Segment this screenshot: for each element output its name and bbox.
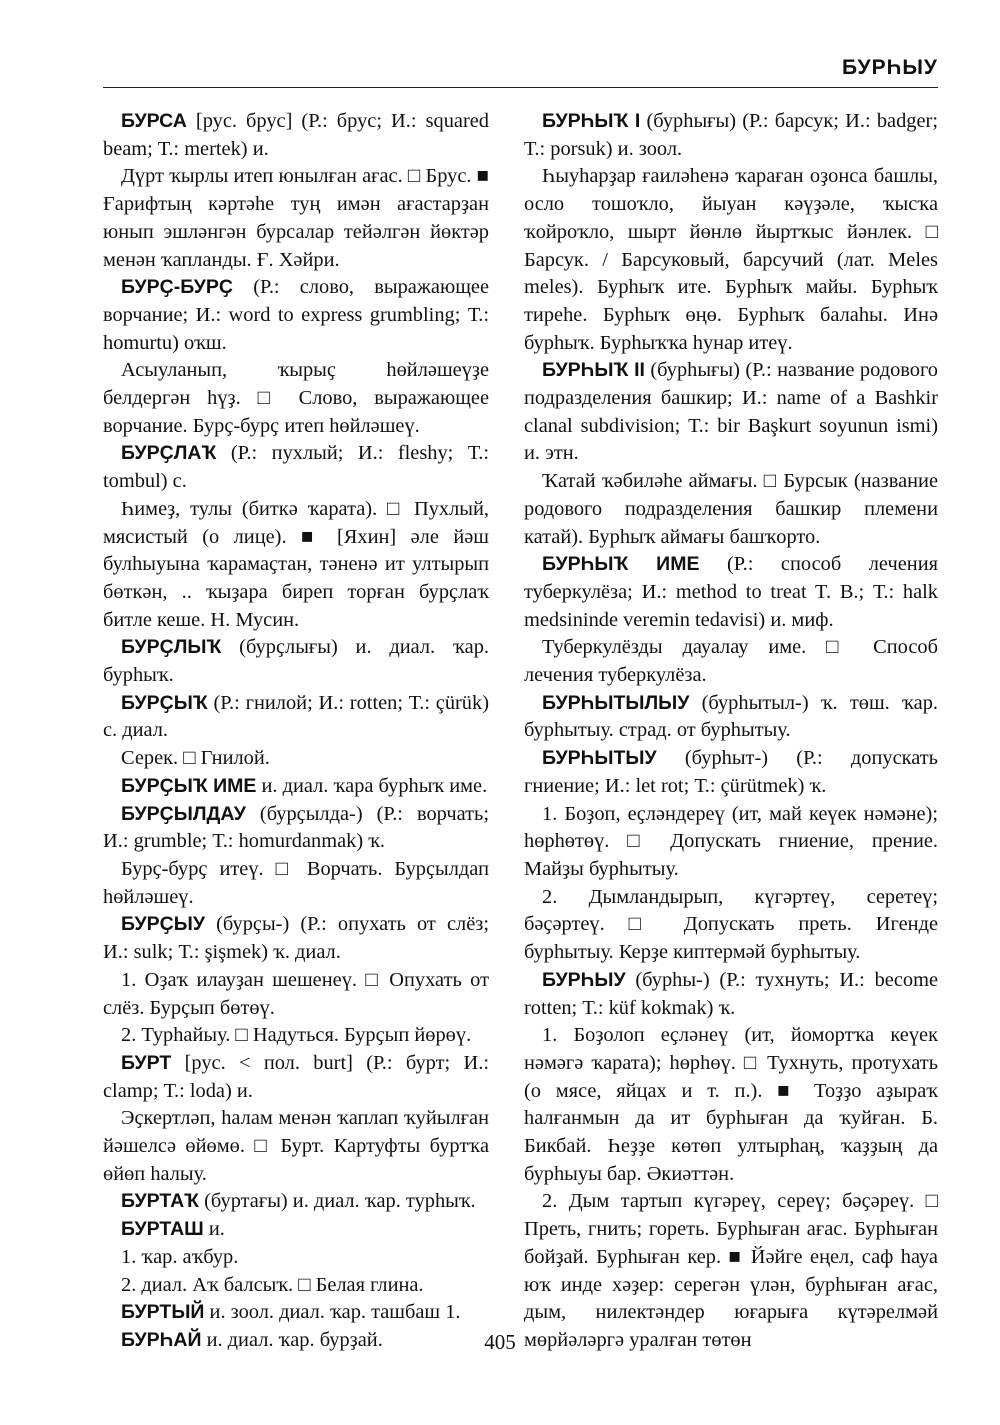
entry bbox=[103, 1299, 489, 1327]
page-number: 405 bbox=[484, 1330, 516, 1354]
entry-text: и. зоол. диал. ҡар. ташбаш 1. bbox=[204, 1301, 461, 1324]
headword: БУРҺАЙ bbox=[121, 1328, 202, 1351]
definition: 1. Оҙаҡ илауҙан шешенеү. □ Опухать от слёз. Бурҫып бөтөү. bbox=[103, 968, 489, 1019]
entry bbox=[524, 967, 938, 1022]
entry-text: и. диал. ҡар. бурҙай. bbox=[201, 1328, 383, 1351]
definition: Һыуһарҙар ғаиләһенә ҡараған оҙонса башлы, осло тошоҡло, йыуан кәүҙәле, ҡысҡа ҡойроҡло, шырт йөнлө йыртҡыс йәнлек. □ Барсук. / Барсуковый, барсучий (лат. Meles meles). Бурһыҡ ите. Бурһыҡ майы. Бурһыҡ тиреһе. Бурһыҡ өңө. Бурһыҡ балаһы. Инә бурһыҡ. Бурһыҡҡа һунар итеү. bbox=[524, 165, 938, 354]
entry bbox=[103, 1188, 489, 1216]
entry-text: и. диал. ҡара бурһыҡ име. bbox=[256, 774, 488, 797]
definition: 2. диал. Аҡ балсыҡ. □ Белая глина. bbox=[121, 1273, 424, 1296]
entry bbox=[524, 690, 938, 745]
entry bbox=[103, 634, 489, 689]
headword: БУРҺЫТЫУ bbox=[542, 747, 657, 770]
headword: БУРТАҠ bbox=[121, 1190, 200, 1213]
headword: БУРҺЫТЫЛЫУ bbox=[542, 691, 690, 714]
definition: Ҡатай ҡәбиләһе аймағы. □ Бурсык (название родового подразделения башкир племени катай). Бурһыҡ аймағы башҡорто. bbox=[524, 470, 938, 548]
definition: Серек. □ Гнилой. bbox=[121, 747, 270, 770]
entry-text: (бурҫлығы) и. диал. ҡар. бурһыҡ. bbox=[103, 636, 489, 687]
definition: Туберкулёзды дауалау име. □ Способ лечения туберкулёза. bbox=[524, 636, 938, 687]
entry bbox=[524, 357, 938, 468]
entry bbox=[103, 1050, 489, 1105]
definition: 2. Турһайыу. □ Надуться. Бурҫып йөрөү. bbox=[121, 1024, 472, 1047]
headword: БУРҪЫҠ bbox=[121, 691, 208, 714]
definition: 2. Дымландырып, күгәртеү, серетеү; бәҫәртеү. □ Допускать преть. Игенде бурһытыу. Керҙе киптермәй бурһытыу. bbox=[524, 885, 938, 964]
definition: 1. Боҙолоп еҫләнеү (ит, йомортҡа кеүек нәмәгә ҡарата); һөрһөү. □ Тухнуть, протухать (о мясе, яйцах и т. п.). ■ Тоҙҙо аҙыраҡ һалғанмын да ит бурһыған да ҡуйған. Б. Бикбай. Һеҙҙе көтөп ултырһаң, ҡаҙҙың да бурһыуы бар. Әкиәттән. bbox=[524, 1024, 938, 1185]
headword: БУРҺЫҠ ИМЕ bbox=[542, 553, 700, 576]
entry-text: (бурһы-) (Р.: тухнуть; И.: become rotten; Т.: küf kokmak) ҡ. bbox=[524, 968, 938, 1019]
headword: БУРСА bbox=[121, 110, 187, 132]
definition: 2. Дым тартып күгәреү, сереү; бәҫәреү. □ Преть, гнить; гореть. Бурһыған ағас. Бурһыған бойҙай. Бурһыған кер. ■ Йәйге еңел, саф һауа юҡ инде хәҙер: серегән үлән, бурһыған ағас, дым, нилектәндер юғарыға күтәрелмәй мөрйәләргә уралған төтөн bbox=[524, 1190, 938, 1351]
entry bbox=[103, 690, 489, 745]
headword: БУРТЫЙ bbox=[121, 1301, 205, 1324]
entry-text: (бурһыт-) (Р.: допускать гниение; И.: let rot; Т.: çürütmek) ҡ. bbox=[524, 747, 938, 797]
entry bbox=[103, 274, 489, 357]
entry-text: (бурҫы-) (Р.: опухать от слёз; И.: sulk; Т.: şişmek) ҡ. диал. bbox=[103, 913, 489, 964]
definition: Дүрт ҡырлы итеп юнылған ағас. □ Брус. ■ Ғарифтың кәртәһе туң имән ағастарҙан юнып эшләнгән бурсалар тейәлгән йөктәр менән ҡапланды. Ғ. Хәйри. bbox=[103, 165, 489, 271]
running-head: БУРҺЫУ bbox=[841, 56, 938, 79]
entry bbox=[103, 773, 489, 801]
headword: БУРҪЫЛДАУ bbox=[121, 802, 246, 825]
headword: БУРТ bbox=[121, 1051, 172, 1074]
entry bbox=[524, 108, 938, 163]
entry-text: (Р.: способ лечения туберкулёза; И.: method to treat T. B.; Т.: halk medsininde veremin tedavisi) и. миф. bbox=[524, 553, 938, 631]
entry-text: (Р.: пухлый; И.: fleshy; Т.: tombul) с. bbox=[103, 442, 489, 493]
headword: БУРҺЫУ bbox=[542, 968, 626, 991]
headword: БУРҪЛЫҠ bbox=[121, 636, 222, 659]
entry-text: (Р.: слово, выражающее ворчание; И.: word to express grumbling; Т.: homurtu) оҡш. bbox=[103, 276, 489, 354]
definition: 1. ҡар. аҡбур. bbox=[121, 1245, 239, 1268]
entry-text: (Р.: гнилой; И.: rotten; Т.: çürük) с. диал. bbox=[103, 691, 489, 742]
headword: БУРҺЫҠ II bbox=[542, 359, 645, 382]
entry-text: (бурҫылда-) (Р.: ворчать; И.: grumble; Т.: homurdanmak) ҡ. bbox=[103, 802, 489, 853]
entry bbox=[103, 911, 489, 966]
definition: 1. Боҙоп, еҫләндереү (ит, май кеүек нәмәне); һөрһөтөү. □ Допускать гниение, прение. Майҙы бурһытыу. bbox=[524, 802, 938, 880]
entry bbox=[103, 440, 489, 495]
entry bbox=[524, 551, 938, 634]
entry-text: (бурһытыл-) ҡ. төш. ҡар. бурһытыу. страд. от бурһытыу. bbox=[524, 691, 938, 742]
entry-text: и. bbox=[203, 1218, 225, 1241]
right-column bbox=[524, 108, 938, 1355]
headword: БУРҪ-БУРҪ bbox=[121, 276, 233, 299]
definition: Эҫкертләп, һалам менән ҡаплап ҡуйылған йәшелсә өйөмө. □ Бурт. Картуфты буртҡа өйөп һалыу. bbox=[103, 1107, 489, 1185]
headword: БУРҪЫУ bbox=[121, 913, 205, 936]
header-rule bbox=[103, 87, 938, 88]
entry-text: (буртағы) и. диал. ҡар. турһыҡ. bbox=[199, 1190, 476, 1213]
definition: Һимеҙ, тулы (биткә ҡарата). □ Пухлый, мясистый (о лице). ■ [Яхин] әле йәш булһыуына ҡарамаҫтан, тәненә ит ултырып бөткән, .. ҡыҙара биреп торған бурҫлаҡ битле кеше. Н. Мусин. bbox=[103, 497, 489, 631]
entry bbox=[103, 801, 489, 856]
entry bbox=[524, 745, 938, 800]
headword: БУРТАШ bbox=[121, 1218, 204, 1241]
headword: БУРҺЫҠ I bbox=[542, 110, 641, 132]
entry-text: [рус. брус] (Р.: брус; И.: squared beam; Т.: mertek) и. bbox=[103, 110, 489, 160]
entry bbox=[103, 108, 489, 163]
entry-text: [рус. < пол. burt] (Р.: бурт; И.: clamp; Т.: loda) и. bbox=[103, 1051, 489, 1102]
definition: Бурҫ-бурҫ итеү. □ Ворчать. Бурҫылдап һөйләшеү. bbox=[103, 857, 489, 908]
entry-text: (бурһығы) (Р.: название родового подразделения башкир; И.: name of a Bashkir clanal subdivision; Т.: bir Başkurt soyunun ismi) и. этн. bbox=[524, 359, 939, 465]
entry-text: (бурһығы) (Р.: барсук; И.: badger; Т.: porsuk) и. зоол. bbox=[524, 110, 938, 160]
definition: Асыуланып, ҡырыҫ һөйләшеүҙе белдергән һүҙ. □ Слово, выражающее ворчание. Бурҫ-бурҫ итеп һөйләшеү. bbox=[103, 359, 489, 437]
headword: БУРҪЫҠ ИМЕ bbox=[121, 774, 257, 797]
headword: БУРҪЛАҠ bbox=[121, 442, 217, 465]
left-column bbox=[103, 108, 489, 1355]
entry bbox=[103, 1216, 489, 1244]
